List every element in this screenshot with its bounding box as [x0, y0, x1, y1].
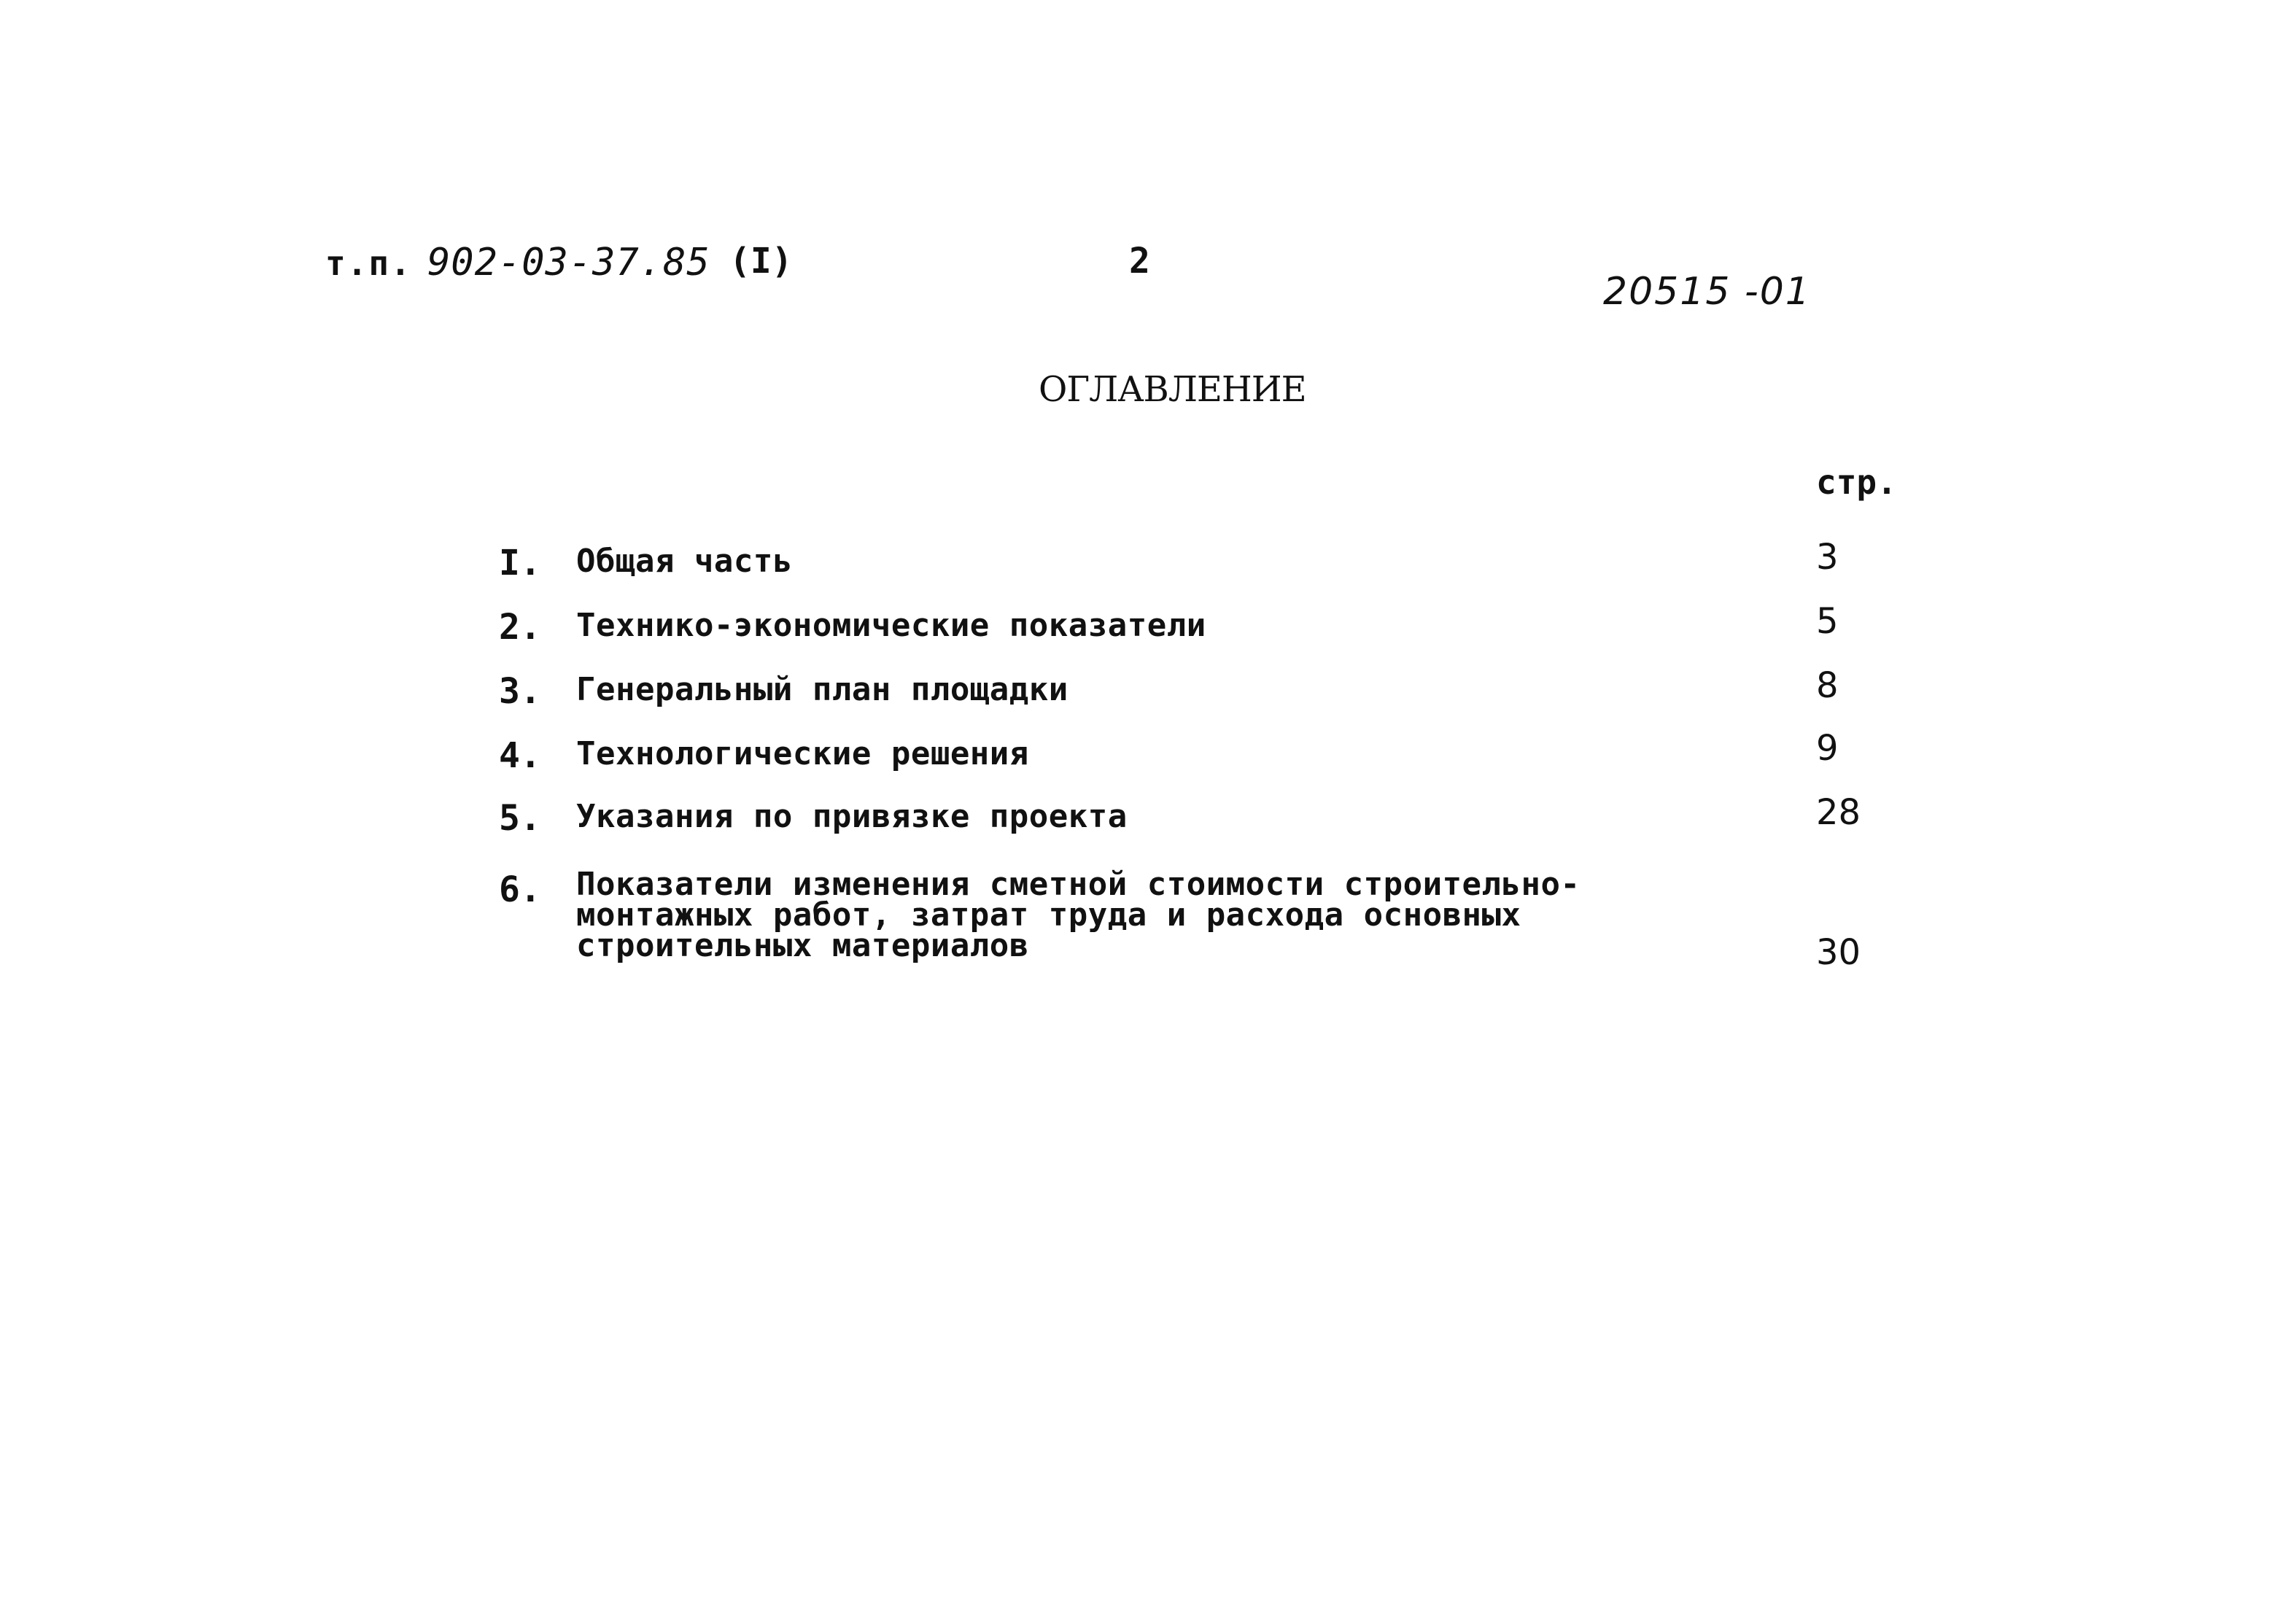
toc-item-text — [576, 866, 1581, 964]
toc-item-text-line: монтажных работ, затрат труда и расхода основных — [576, 896, 1521, 934]
toc-item-number: 6. — [499, 869, 541, 910]
toc-item-page: 8 — [1816, 665, 1839, 706]
handwritten-number: 20515 -01 — [1603, 270, 1811, 314]
toc-item-text: Технологические решения — [576, 735, 1029, 772]
toc-item-text: Общая часть — [576, 543, 793, 580]
project-code: 902-03-37.85 — [427, 241, 710, 284]
toc-item-page: 9 — [1816, 728, 1839, 769]
toc-item-text: Генеральный план площадки — [576, 671, 1069, 708]
toc-item-text-line: Показатели изменения сметной стоимости строительно- — [576, 866, 1581, 903]
toc-item-number: I. — [499, 543, 541, 583]
toc-item-text: Указания по привязке проекта — [576, 798, 1128, 835]
toc-item-number: 3. — [499, 671, 541, 712]
toc-item-page: 30 — [1816, 932, 1861, 973]
header-prefix: т.п. — [325, 244, 412, 283]
toc-title: ОГЛАВЛЕНИЕ — [1039, 369, 1306, 410]
toc-item-number: 5. — [499, 798, 541, 839]
toc-item-text-line: строительных материалов — [576, 927, 1029, 964]
toc-item-text: Технико-экономические показатели — [576, 607, 1206, 644]
page-number: 2 — [1129, 241, 1150, 282]
toc-item-number: 2. — [499, 607, 541, 648]
page-column-label: стр. — [1816, 462, 1897, 502]
part-number: (I) — [729, 241, 793, 282]
toc-item-number: 4. — [499, 735, 541, 776]
toc-item-page: 28 — [1816, 792, 1861, 833]
toc-item-page: 5 — [1816, 601, 1839, 642]
toc-item-page: 3 — [1816, 537, 1839, 578]
